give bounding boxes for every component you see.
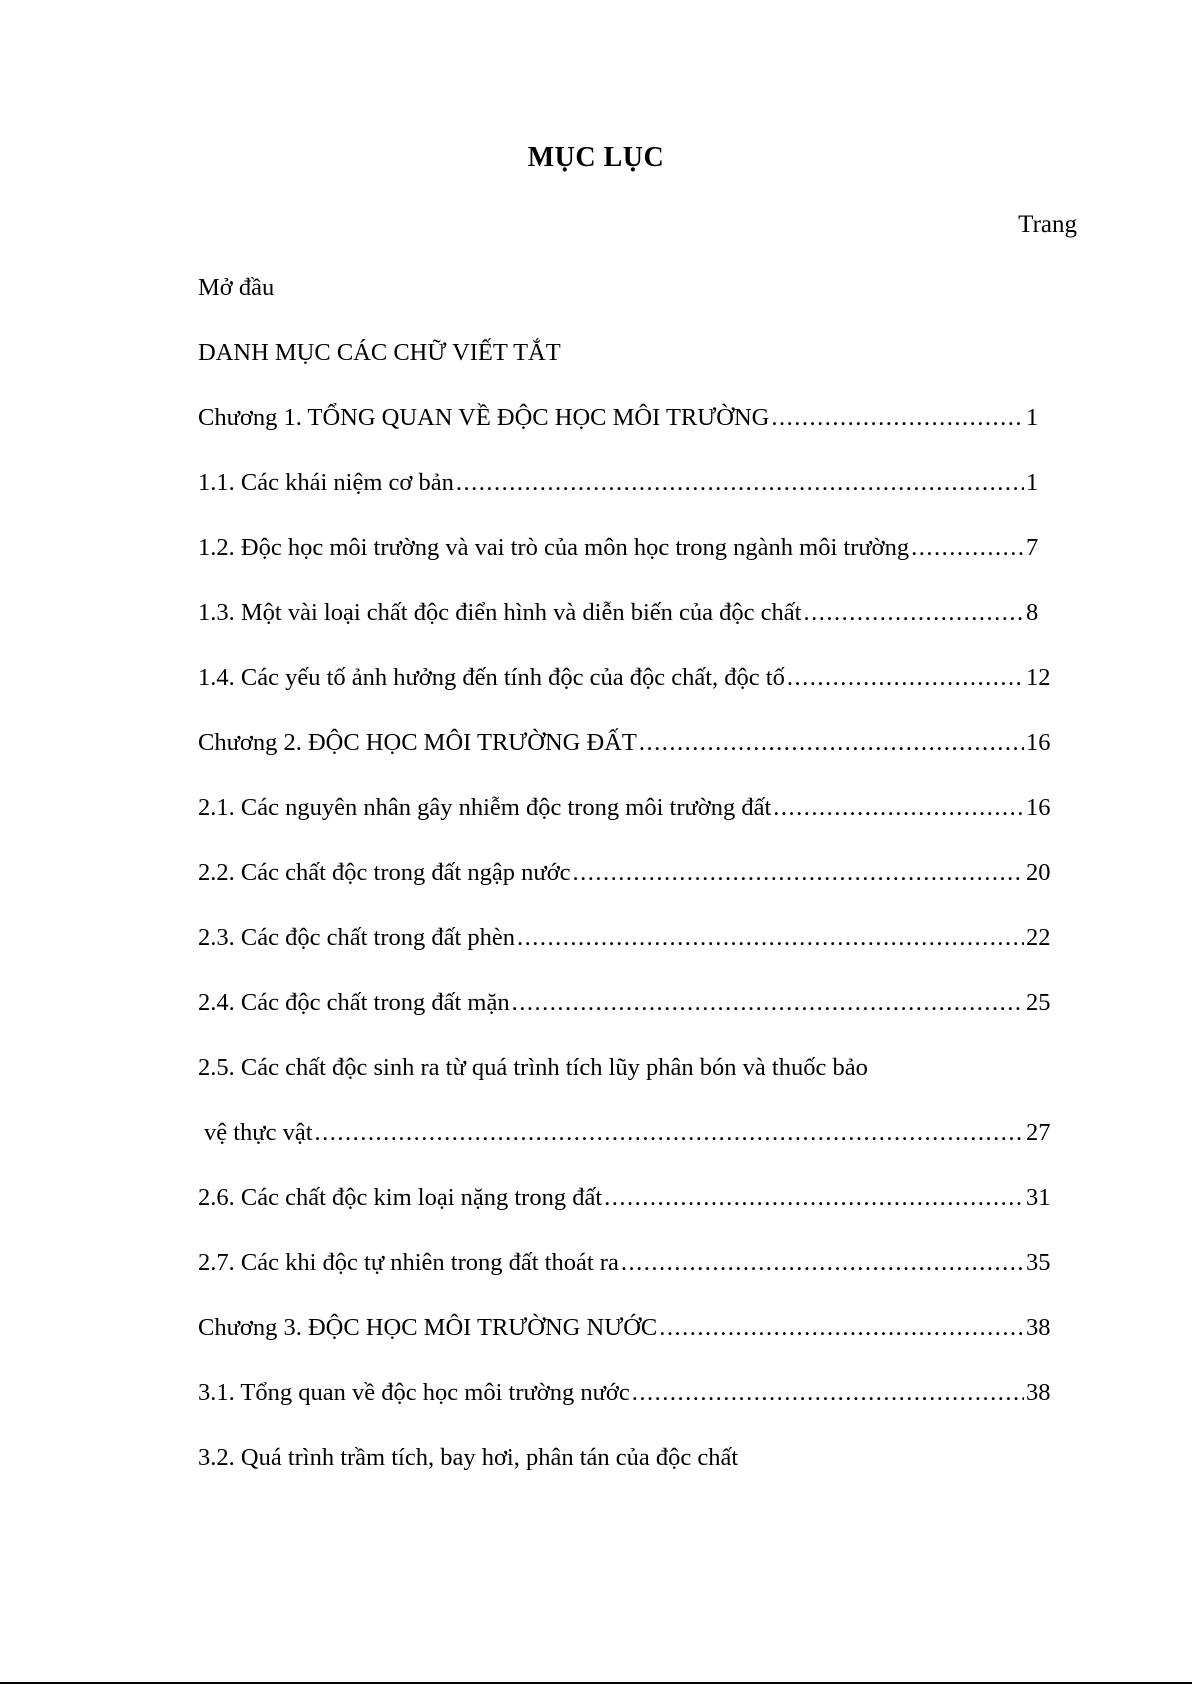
toc-entry-page: 38	[1026, 1379, 1051, 1406]
toc-entry-label: 1.4. Các yếu tố ảnh hưởng đến tính độc của độc chất, độc tố	[198, 664, 785, 691]
toc-entry-page: 12	[1026, 664, 1051, 691]
toc-entry[interactable]	[198, 853, 1052, 918]
toc-entry-page: 8	[1026, 599, 1039, 626]
toc-entry[interactable]	[198, 788, 1052, 853]
toc-entry-label: DANH MỤC CÁC CHỮ VIẾT TẮT	[198, 339, 561, 366]
toc-dot-leader	[621, 1243, 1024, 1283]
toc-dot-leader	[787, 658, 1024, 698]
toc-entry-label: Chương 2. ĐỘC HỌC MÔI TRƯỜNG ĐẤT	[198, 729, 637, 756]
toc-entry[interactable]	[198, 1048, 1052, 1113]
toc-entry-label: Chương 1. TỔNG QUAN VỀ ĐỘC HỌC MÔI TRƯỜNG	[198, 404, 770, 431]
toc-entry-label: 2.3. Các độc chất trong đất phèn	[198, 924, 516, 951]
toc-entry-page: 16	[1026, 794, 1051, 821]
toc-dot-leader	[604, 1178, 1024, 1218]
toc-dot-leader	[659, 1308, 1024, 1348]
toc-entry-page: 1	[1026, 469, 1039, 496]
table-of-contents	[198, 268, 1052, 1503]
page-column-label: Trang	[1018, 211, 1077, 238]
toc-entry-page: 7	[1026, 534, 1039, 561]
toc-entry-label: 2.2. Các chất độc trong đất ngập nước	[198, 859, 571, 886]
toc-entry[interactable]	[198, 398, 1052, 463]
toc-entry[interactable]	[198, 1438, 1052, 1503]
toc-entry-page: 1	[1026, 404, 1039, 431]
toc-dot-leader	[315, 1113, 1024, 1153]
toc-dot-leader	[456, 463, 1024, 503]
toc-entry[interactable]	[198, 1243, 1052, 1308]
toc-entry-label: 1.3. Một vài loại chất độc điển hình và diễn biến của độc chất	[198, 599, 802, 626]
toc-entry[interactable]	[198, 268, 1052, 333]
toc-entry-label: 1.1. Các khái niệm cơ bản	[198, 469, 454, 496]
toc-entry[interactable]	[198, 918, 1052, 983]
toc-entry-page: 27	[1026, 1119, 1051, 1146]
toc-entry-label: 1.2. Độc học môi trường và vai trò của môn học trong ngành môi trường	[198, 534, 910, 561]
toc-entry-label: Chương 3. ĐỘC HỌC MÔI TRƯỜNG NƯỚC	[198, 1314, 658, 1341]
toc-entry[interactable]	[198, 1178, 1052, 1243]
toc-dot-leader	[632, 1373, 1024, 1413]
toc-dot-leader	[803, 593, 1024, 633]
toc-entry[interactable]	[198, 658, 1052, 723]
toc-entry-page: 16	[1026, 729, 1051, 756]
toc-entry[interactable]	[198, 333, 1052, 398]
toc-entry-page: 22	[1026, 924, 1051, 951]
toc-entry-label: vệ thực vật	[204, 1119, 313, 1146]
toc-entry-page: 25	[1026, 989, 1051, 1016]
toc-dot-leader	[773, 788, 1024, 828]
toc-entry-page: 35	[1026, 1249, 1051, 1276]
toc-dot-leader	[573, 853, 1024, 893]
toc-entry-page: 38	[1026, 1314, 1051, 1341]
toc-entry-page: 20	[1026, 859, 1051, 886]
toc-entry-page: 31	[1026, 1184, 1051, 1211]
page-title: MỤC LỤC	[527, 142, 665, 173]
toc-entry[interactable]	[198, 593, 1052, 658]
toc-entry[interactable]	[198, 1373, 1052, 1438]
toc-entry-label: 2.5. Các chất độc sinh ra từ quá trình tích lũy phân bón và thuốc bảo	[198, 1054, 868, 1081]
toc-dot-leader	[911, 528, 1024, 568]
toc-entry-label: 2.7. Các khi độc tự nhiên trong đất thoát ra	[198, 1249, 619, 1276]
toc-entry-label: 3.1. Tổng quan về độc học môi trường nước	[198, 1379, 630, 1406]
toc-dot-leader	[517, 918, 1024, 958]
toc-entry[interactable]	[198, 723, 1052, 788]
toc-entry[interactable]	[198, 463, 1052, 528]
toc-entry[interactable]	[198, 1308, 1052, 1373]
toc-dot-leader	[512, 983, 1024, 1023]
toc-entry[interactable]	[198, 983, 1052, 1048]
toc-entry-label: 2.1. Các nguyên nhân gây nhiễm độc trong môi trường đất	[198, 794, 772, 821]
toc-entry[interactable]	[198, 1113, 1052, 1178]
toc-entry-label: Mở đầu	[198, 274, 275, 301]
toc-dot-leader	[771, 398, 1024, 438]
toc-entry-label: 3.2. Quá trình trầm tích, bay hơi, phân tán của độc chất	[198, 1444, 739, 1471]
toc-dot-leader	[639, 723, 1024, 763]
toc-entry-label: 2.4. Các độc chất trong đất mặn	[198, 989, 510, 1016]
toc-entry[interactable]	[198, 528, 1052, 593]
toc-entry-label: 2.6. Các chất độc kim loại nặng trong đất	[198, 1184, 603, 1211]
